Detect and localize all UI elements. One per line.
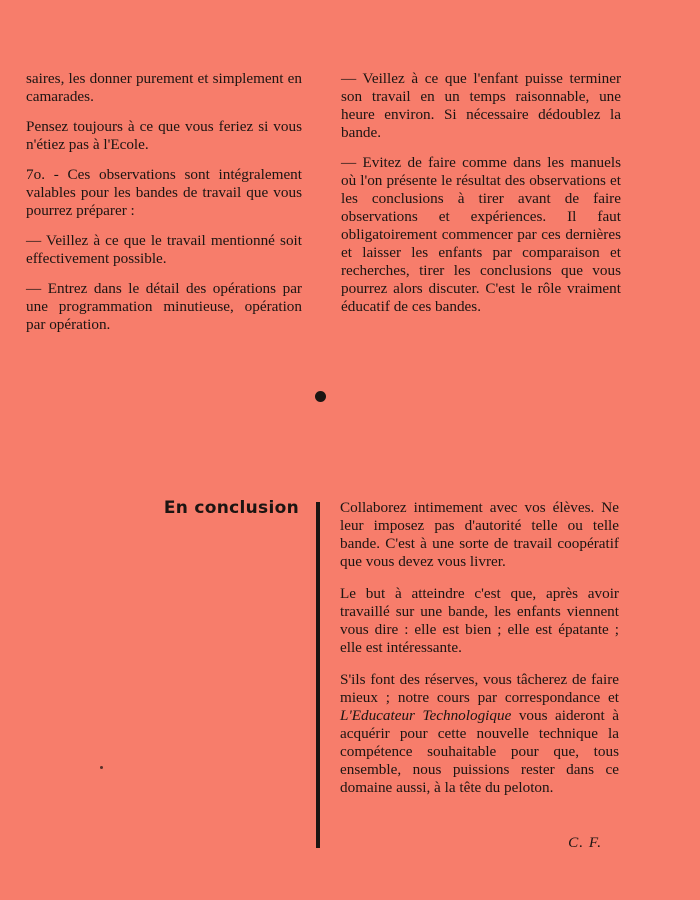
paragraph: Pensez toujours à ce que vous feriez si vous n'étiez pas à l'Ecole.: [26, 118, 302, 153]
paragraph-text: vous aideront à acquérir pour cette nouvelle technique la compétence souhaitable pour que, tous ensemble, nous puissions rester dans ce domaine aussi, à la tête du peloton.: [340, 707, 619, 796]
paragraph: 7o. - Ces observations sont intégralement valables pour les bandes de travail que vous pourrez préparer :: [26, 166, 302, 219]
right-text-column: [341, 70, 621, 328]
paragraph: — Evitez de faire comme dans les manuels où l'on présente le résultat des observations et les conclusions à tirer avant de faire observations et expériences. Il faut obligatoirement commencer par ces dernières et laisser les enfants par comparaison et recherches, tirer les conclusions que vous pourrez alors discuter. C'est le rôle vraiment éducatif de ces bandes.: [341, 154, 621, 315]
publication-title: L'Educateur Technologique: [340, 707, 512, 724]
author-signature: C. F.: [568, 834, 602, 851]
paragraph-text: S'ils font des réserves, vous tâcherez de faire mieux ; notre cours par correspondance et: [340, 671, 619, 706]
paragraph: — Entrez dans le détail des opérations par une programmation minutieuse, opération par opération.: [26, 280, 302, 333]
vertical-divider: [316, 502, 320, 848]
paragraph: Collaborez intimement avec vos élèves. Ne leur imposez pas d'autorité telle ou telle bande. C'est à une sorte de travail coopératif que vous devez vous livrer.: [340, 499, 619, 570]
paragraph: saires, les donner purement et simplement en camarades.: [26, 70, 302, 105]
section-heading: En conclusion: [163, 498, 299, 518]
section-separator-dot: [315, 391, 326, 402]
paragraph: — Veillez à ce que l'enfant puisse terminer son travail en un temps raisonnable, une heure environ. Si nécessaire dédoublez la bande.: [341, 70, 621, 141]
paragraph: [340, 671, 619, 797]
paper-speck: [100, 766, 103, 769]
paragraph: Le but à atteindre c'est que, après avoir travaillé sur une bande, les enfants viennent vous dire : elle est bien ; elle est épatante ; elle est intéressante.: [340, 585, 619, 656]
left-text-column: [26, 70, 302, 346]
paragraph: — Veillez à ce que le travail mentionné soit effectivement possible.: [26, 232, 302, 267]
conclusion-text-column: [340, 499, 619, 811]
